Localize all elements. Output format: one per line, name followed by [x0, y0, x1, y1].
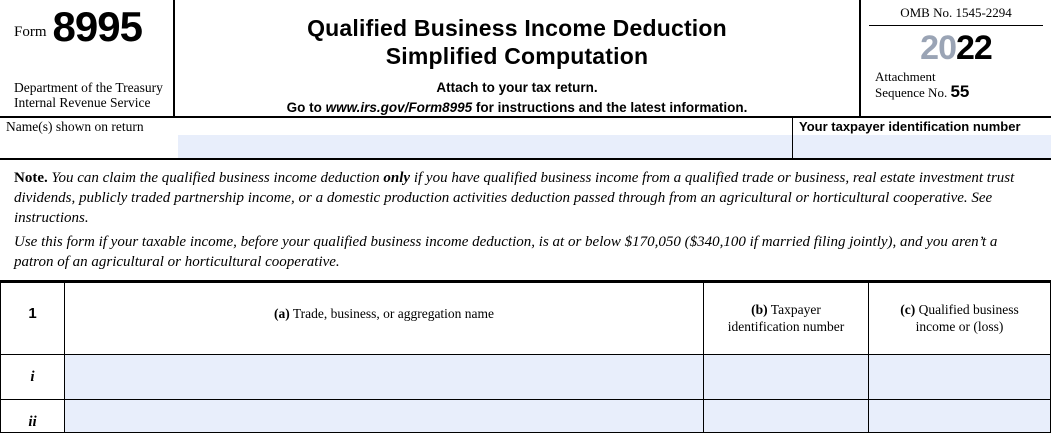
- form-title-line-1: Qualified Business Income Deduction: [307, 15, 727, 41]
- attach-instruction: Attach to your tax return.: [436, 80, 598, 95]
- column-a-label: Trade, business, or aggregation name: [289, 306, 495, 321]
- row-i-tin-input[interactable]: [704, 355, 869, 400]
- attachment-label: Attachment: [875, 69, 936, 84]
- goto-prefix: Go to: [286, 100, 326, 115]
- note-text-part-2: if you have qualified business income from a qualified trade or business, real estate investment trust dividends, publicly traded partnership income, or a domestic production activities deduction passed through from an agricultural or horticultural cooperative. See instructions.: [14, 170, 1015, 226]
- column-c-header: [869, 283, 1051, 355]
- tin-input[interactable]: [793, 135, 1051, 158]
- note-emphasis: only: [383, 170, 411, 186]
- attachment-sequence-label: Sequence No.: [875, 85, 948, 100]
- row-letter-ii: ii: [1, 400, 65, 433]
- column-b-label: Taxpayer: [767, 302, 821, 317]
- row-ii-tin-input[interactable]: [704, 400, 869, 433]
- tax-year-digits: 22: [956, 29, 992, 67]
- tin-field-caption: Your taxpayer identification number: [799, 119, 1021, 134]
- row-ii-trade-name-input[interactable]: [65, 400, 704, 433]
- note-paragraph-1: [14, 168, 1039, 228]
- row-i-trade-name-input[interactable]: [65, 355, 704, 400]
- tax-year: [869, 26, 1043, 67]
- line-1-table: [0, 282, 1051, 433]
- goto-instruction: [175, 100, 859, 115]
- column-b-line-2: identification number: [727, 319, 845, 334]
- column-a-marker: (a): [273, 306, 290, 321]
- tax-year-century: 20: [920, 29, 956, 67]
- goto-suffix: for instructions and the latest information.: [472, 100, 748, 115]
- name-field-cell: [0, 118, 793, 158]
- name-input[interactable]: [178, 135, 792, 158]
- column-b-line-1: [705, 301, 867, 318]
- note-label: Note.: [14, 170, 48, 186]
- attachment-sequence-number: 55: [950, 82, 970, 101]
- header-left-block: [0, 0, 175, 116]
- name-field-caption: Name(s) shown on return: [6, 119, 144, 134]
- form-number-label: 8995: [52, 3, 142, 50]
- header-right-block: [861, 0, 1051, 116]
- row-i-qbi-input[interactable]: [869, 355, 1051, 400]
- omb-number: OMB No. 1545-2294: [869, 0, 1043, 26]
- note-block: [0, 160, 1051, 282]
- form-word-label: Form: [14, 24, 47, 40]
- row-letter-i: i: [1, 355, 65, 400]
- column-a-header: [65, 283, 704, 355]
- table-row: [1, 400, 1051, 433]
- tin-field-cell: [793, 118, 1051, 158]
- column-b-marker: (b): [751, 302, 768, 317]
- note-text-part-1: You can claim the qualified business income deduction: [47, 170, 384, 186]
- column-c-marker: (c): [900, 302, 916, 317]
- department-line-2: Internal Revenue Service: [14, 95, 151, 110]
- row-ii-qbi-input[interactable]: [869, 400, 1051, 433]
- department-block: [14, 80, 163, 110]
- goto-url[interactable]: www.irs.gov/Form8995: [325, 100, 473, 115]
- column-c-line-2: income or (loss): [915, 319, 1004, 334]
- table-row: [1, 355, 1051, 400]
- attachment-sequence-block: [869, 69, 1043, 100]
- column-c-line-1: [870, 301, 1049, 318]
- table-header-row: [1, 283, 1051, 355]
- column-b-header: [704, 283, 869, 355]
- note-paragraph-2: Use this form if your taxable income, before your qualified business income deduction, is at or below $170,050 ($340,100 if married filing jointly), and you aren’t a patron of an agricultural or horticultural cooperative.: [14, 234, 998, 270]
- header-center-block: [175, 0, 861, 116]
- form-title-line-2: Simplified Computation: [385, 43, 649, 69]
- department-line-1: Department of the Treasury: [14, 80, 163, 95]
- taxpayer-name-row: [0, 118, 1051, 160]
- form-header: [0, 0, 1051, 118]
- column-c-label: Qualified business: [915, 302, 1019, 317]
- form-identifier: [14, 3, 173, 50]
- line-number-cell: 1: [1, 283, 65, 355]
- attachment-sequence-line: [875, 84, 1043, 100]
